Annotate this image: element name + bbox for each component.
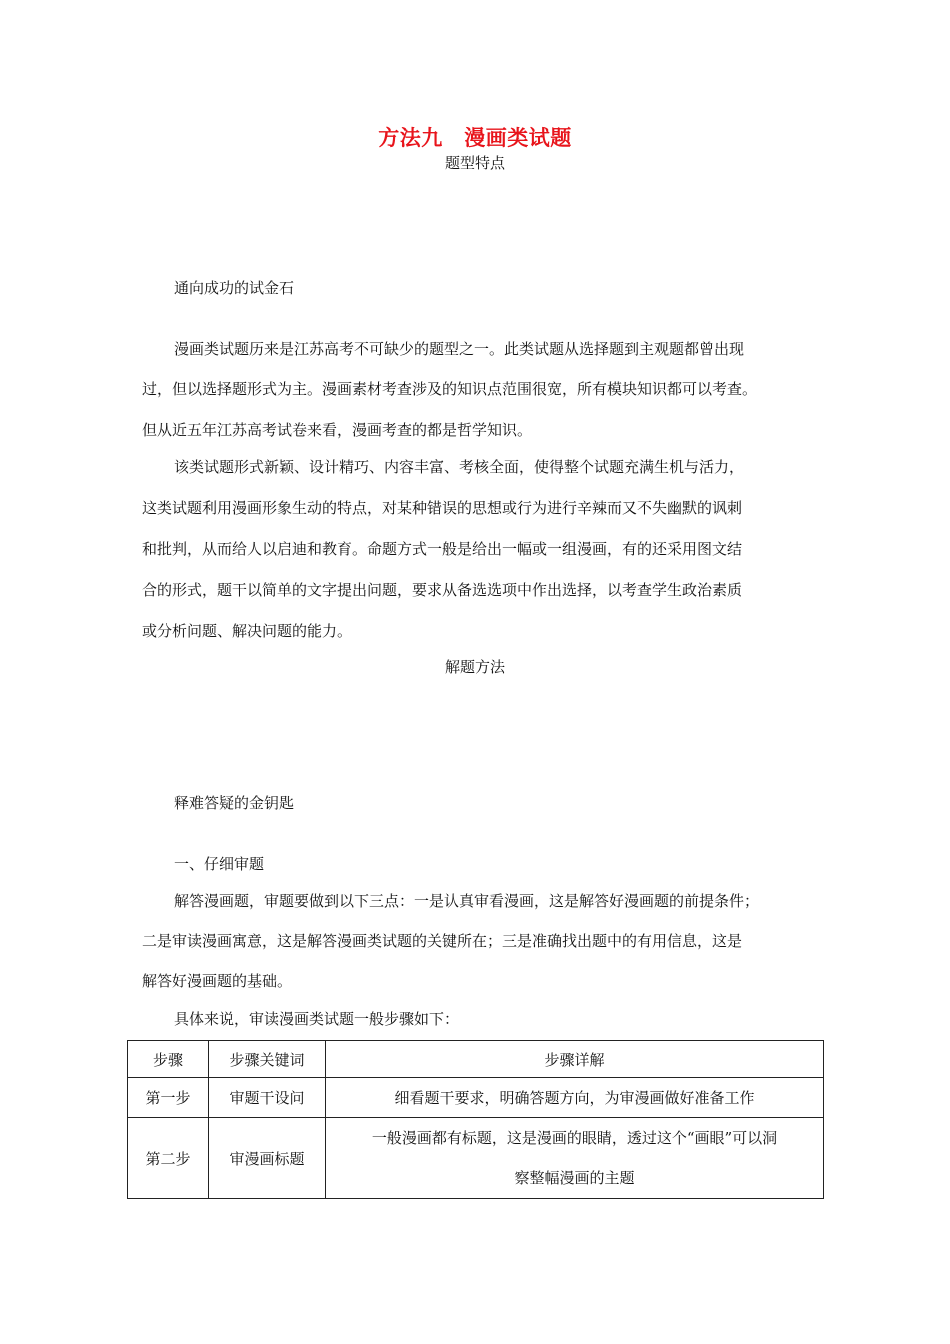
paragraph-line: 合的形式，题干以简单的文字提出问题，要求从备选选项中作出选择，以考查学生政治素质: [142, 581, 743, 599]
paragraph-line: 解答漫画题，审题要做到以下三点：一是认真审看漫画，这是解答好漫画题的前提条件；: [174, 892, 760, 910]
table-header-row: [128, 1041, 824, 1078]
section-heading-methods: 解题方法: [444, 658, 505, 676]
paragraph-line: 过，但以选择题形式为主。漫画素材考查涉及的知识点范围很宽，所有模块知识都可以考查。: [142, 380, 758, 398]
table-row: [128, 1118, 824, 1199]
table-cell: [326, 1118, 824, 1199]
paragraph-line: 该类试题形式新颖、设计精巧、内容丰富、考核全面，使得整个试题充满生机与活力，: [174, 458, 745, 476]
table-cell: 细看题干要求，明确答题方向，为审漫画做好准备工作: [326, 1078, 824, 1118]
document-title: 方法九 漫画类试题: [378, 126, 572, 150]
step-heading: 一、仔细审题: [174, 855, 265, 873]
table-cell: 第一步: [128, 1078, 209, 1118]
section-subheading: 释难答疑的金钥匙: [174, 794, 295, 812]
section-heading-features: 题型特点: [444, 154, 505, 172]
paragraph-line: 二是审读漫画寓意，这是解答漫画类试题的关键所在；三是准确找出题中的有用信息，这是: [142, 932, 743, 950]
steps-table: [127, 1040, 824, 1199]
paragraph-line: 或分析问题、解决问题的能力。: [142, 622, 353, 640]
table-cell-line: 察整幅漫画的主题: [514, 1169, 635, 1187]
table-cell-line: 一般漫画都有标题，这是漫画的眼睛，透过这个“画眼”可以洞: [371, 1129, 778, 1147]
table-cell: 第二步: [128, 1118, 209, 1199]
table-cell: 审漫画标题: [209, 1118, 326, 1199]
table-header-cell: 步骤关键词: [209, 1041, 326, 1078]
paragraph-line: 解答好漫画题的基础。: [142, 972, 293, 990]
paragraph-line: 漫画类试题历来是江苏高考不可缺少的题型之一。此类试题从选择题到主观题都曾出现: [174, 340, 745, 358]
paragraph-line: 和批判，从而给人以启迪和教育。命题方式一般是给出一幅或一组漫画，有的还采用图文结: [142, 540, 743, 558]
paragraph-line: 但从近五年江苏高考试卷来看，漫画考查的都是哲学知识。: [142, 421, 533, 439]
table-row: [128, 1078, 824, 1118]
table-header-cell: 步骤: [128, 1041, 209, 1078]
paragraph-line: 这类试题利用漫画形象生动的特点，对某种错误的思想或行为进行辛辣而又不失幽默的讽刺: [142, 499, 743, 517]
section-subheading: 通向成功的试金石: [174, 279, 295, 297]
table-cell: 审题干设问: [209, 1078, 326, 1118]
table-header-cell: 步骤详解: [326, 1041, 824, 1078]
paragraph-line: 具体来说，审读漫画类试题一般步骤如下：: [174, 1010, 460, 1028]
